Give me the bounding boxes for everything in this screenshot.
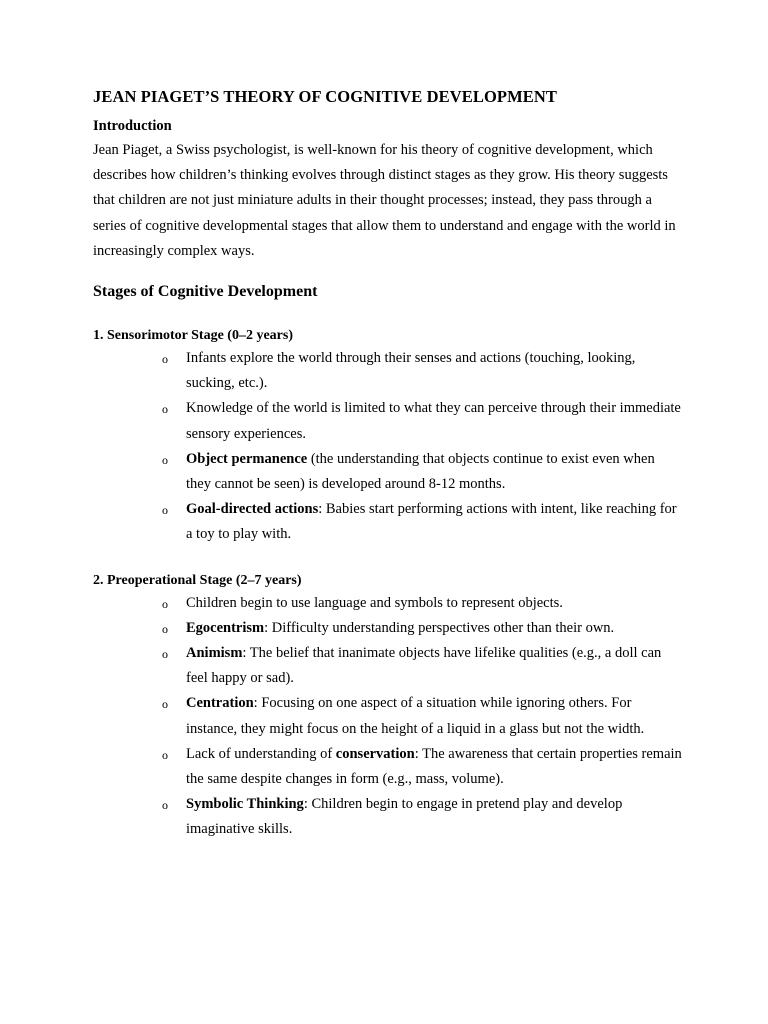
bullet-marker: o (162, 352, 168, 367)
item-prefix-text: Lack of understanding of (186, 745, 336, 762)
bullet-marker: o (162, 596, 168, 611)
item-text: : Babies start performing actions with intent, like reaching for a toy to play with. (186, 501, 677, 543)
item-term: conservation (335, 745, 415, 762)
list-item (93, 447, 683, 497)
intro-heading: Introduction (93, 118, 172, 134)
list-item (93, 396, 683, 446)
document-page (93, 86, 683, 843)
item-term: Symbolic Thinking (186, 796, 304, 813)
item-term: Animism (186, 645, 243, 662)
bullet-marker: o (162, 647, 168, 662)
bullet-marker: o (162, 621, 168, 636)
list-item (93, 742, 683, 792)
list-item (93, 641, 683, 691)
item-text: : Children begin to engage in pretend play and develop imaginative skills. (186, 796, 623, 838)
item-term: Centration (186, 695, 254, 712)
bullet-marker: o (162, 697, 168, 712)
stage-heading-sensorimotor: 1. Sensorimotor Stage (0–2 years) (93, 328, 293, 344)
list-item (93, 346, 683, 396)
item-text: : The belief that inanimate objects have lifelike qualities (e.g., a doll can feel happy or sad). (186, 645, 662, 687)
item-term: Goal-directed actions (186, 501, 319, 518)
item-term: Egocentrism (186, 619, 265, 636)
list-item (93, 591, 683, 616)
list-item (93, 792, 683, 842)
intro-paragraph: Jean Piaget, a Swiss psychologist, is well-known for his theory of cognitive development, which describes how children’s thinking evolves through distinct stages as they grow. His theory suggests that children are not just miniature adults in their thought processes; instead, they pass through a series of cognitive developmental stages that allow them to understand and engage with the world in increasingly complex ways. (93, 142, 676, 259)
list-item (93, 691, 683, 741)
bullet-marker: o (162, 452, 168, 467)
bullet-marker: o (162, 747, 168, 762)
item-term: Object permanence (186, 450, 308, 467)
item-text: Infants explore the world through their senses and actions (touching, looking, sucking, etc.). (186, 350, 636, 392)
document-title: JEAN PIAGET’S THEORY OF COGNITIVE DEVELOPMENT (93, 87, 557, 106)
stage-heading-preoperational: 2. Preoperational Stage (2–7 years) (93, 572, 302, 588)
list-item (93, 497, 683, 547)
item-text: Children begin to use language and symbols to represent objects. (186, 594, 563, 611)
item-text: Knowledge of the world is limited to what they can perceive through their immediate sensory experiences. (186, 400, 681, 442)
section-heading: Stages of Cognitive Development (93, 283, 318, 301)
bullet-marker: o (162, 798, 168, 813)
item-text: : Difficulty understanding perspectives other than their own. (264, 619, 615, 636)
list-item (93, 616, 683, 641)
bullet-marker: o (162, 503, 168, 518)
item-text: (the understanding that objects continue to exist even when they cannot be seen) is developed around 8-12 months. (186, 450, 655, 493)
stage-list-preoperational (93, 591, 683, 843)
bullet-marker: o (162, 402, 168, 417)
stage-list-sensorimotor (93, 346, 683, 548)
item-text: : Focusing on one aspect of a situation while ignoring others. For instance, they might focus on the height of a liquid in a glass but not the width. (186, 695, 645, 737)
item-text: : The awareness that certain properties remain the same despite changes in form (e.g., mass, volume). (186, 745, 682, 788)
